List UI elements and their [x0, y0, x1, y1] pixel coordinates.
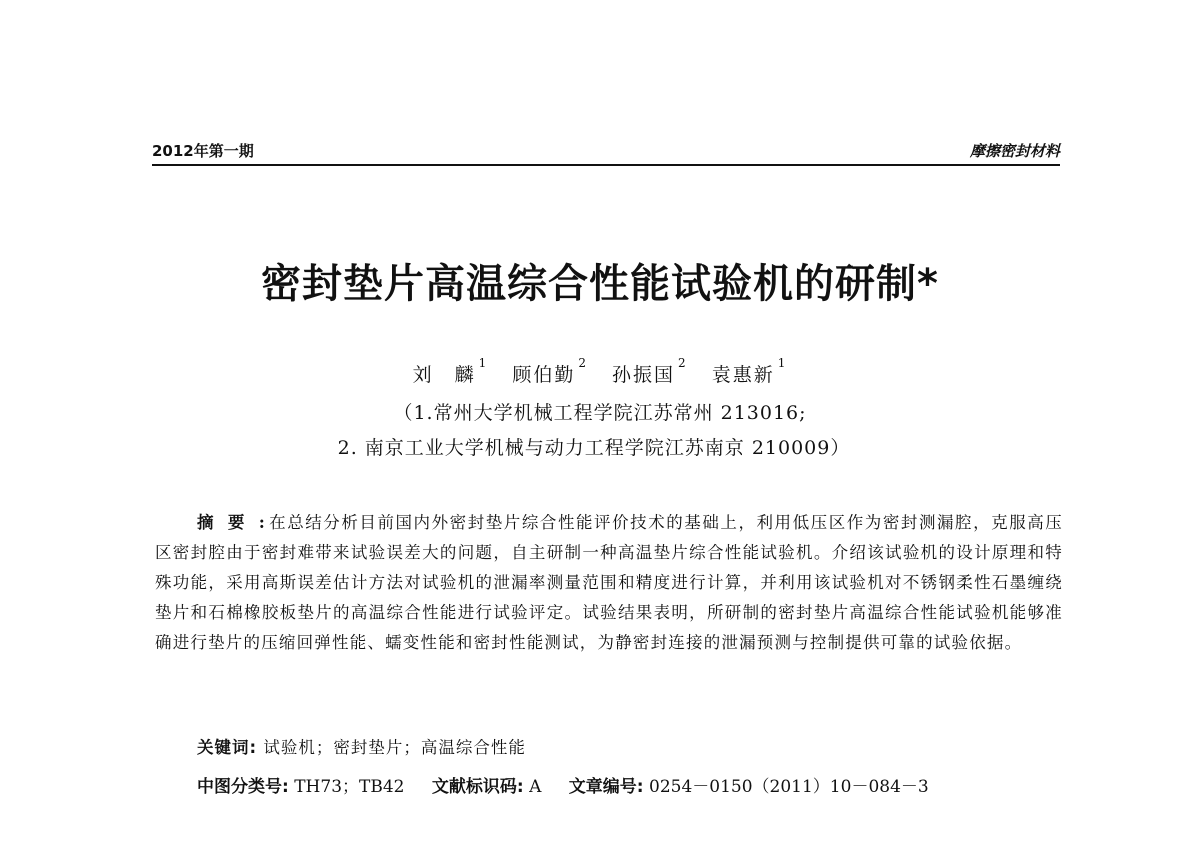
keywords-label: 关键词:	[197, 738, 258, 757]
affiliation-2: 2. 南京工业大学机械与动力工程学院江苏南京 210009）	[337, 437, 851, 459]
author-list	[0, 356, 1200, 387]
doc-code-value: A	[529, 777, 542, 797]
clc-value: TH73；TB42	[294, 777, 405, 797]
abstract	[155, 508, 1063, 658]
journal-name: 摩擦密封材料	[969, 142, 1060, 160]
abstract-text: 在总结分析目前国内外密封垫片综合性能评价技术的基础上，利用低压区作为密封测漏腔，克服高压区密封腔由于密封难带来试验误差大的问题，自主研制一种高温垫片综合性能试验机。介绍该试验机的设计原理和特殊功能，采用高斯误差估计方法对试验机的泄漏率测量范围和精度进行计算，并利用该试验机对不锈钢柔性石墨缠绕垫片和石棉橡胶板垫片的高温综合性能进行试验评定。试验结果表明，所研制的密封垫片高温综合性能试验机能够准确进行垫片的压缩回弹性能、蠕变性能和密封性能测试，为静密封连接的泄漏预测与控制提供可靠的试验依据。	[155, 513, 1063, 652]
clc-label: 中图分类号:	[197, 777, 289, 797]
author: 孙振国$^2$	[612, 356, 688, 386]
article-number-label: 文章编号:	[568, 777, 644, 797]
paper-title: 密封垫片高温综合性能试验机的研制*	[261, 261, 939, 307]
keywords-value: 试验机；密封垫片；高温综合性能	[263, 738, 526, 757]
author: 袁惠新$^1$	[711, 356, 788, 386]
author: 刘 麟$^1$	[412, 356, 489, 386]
classification-line	[197, 772, 929, 797]
abstract-label: 摘要	[197, 513, 259, 532]
article-number-value: 0254－0150（2011）10－084－3	[649, 777, 929, 797]
running-header	[152, 140, 1060, 166]
keywords	[197, 734, 526, 758]
abstract-colon: :	[258, 513, 265, 532]
doc-code-label: 文献标识码:	[431, 777, 524, 797]
issue-label: 2012年第一期	[152, 142, 254, 160]
author: 顾伯勤$^2$	[512, 356, 588, 386]
affiliation-1: （1.常州大学机械工程学院江苏常州 213016;	[393, 402, 807, 424]
